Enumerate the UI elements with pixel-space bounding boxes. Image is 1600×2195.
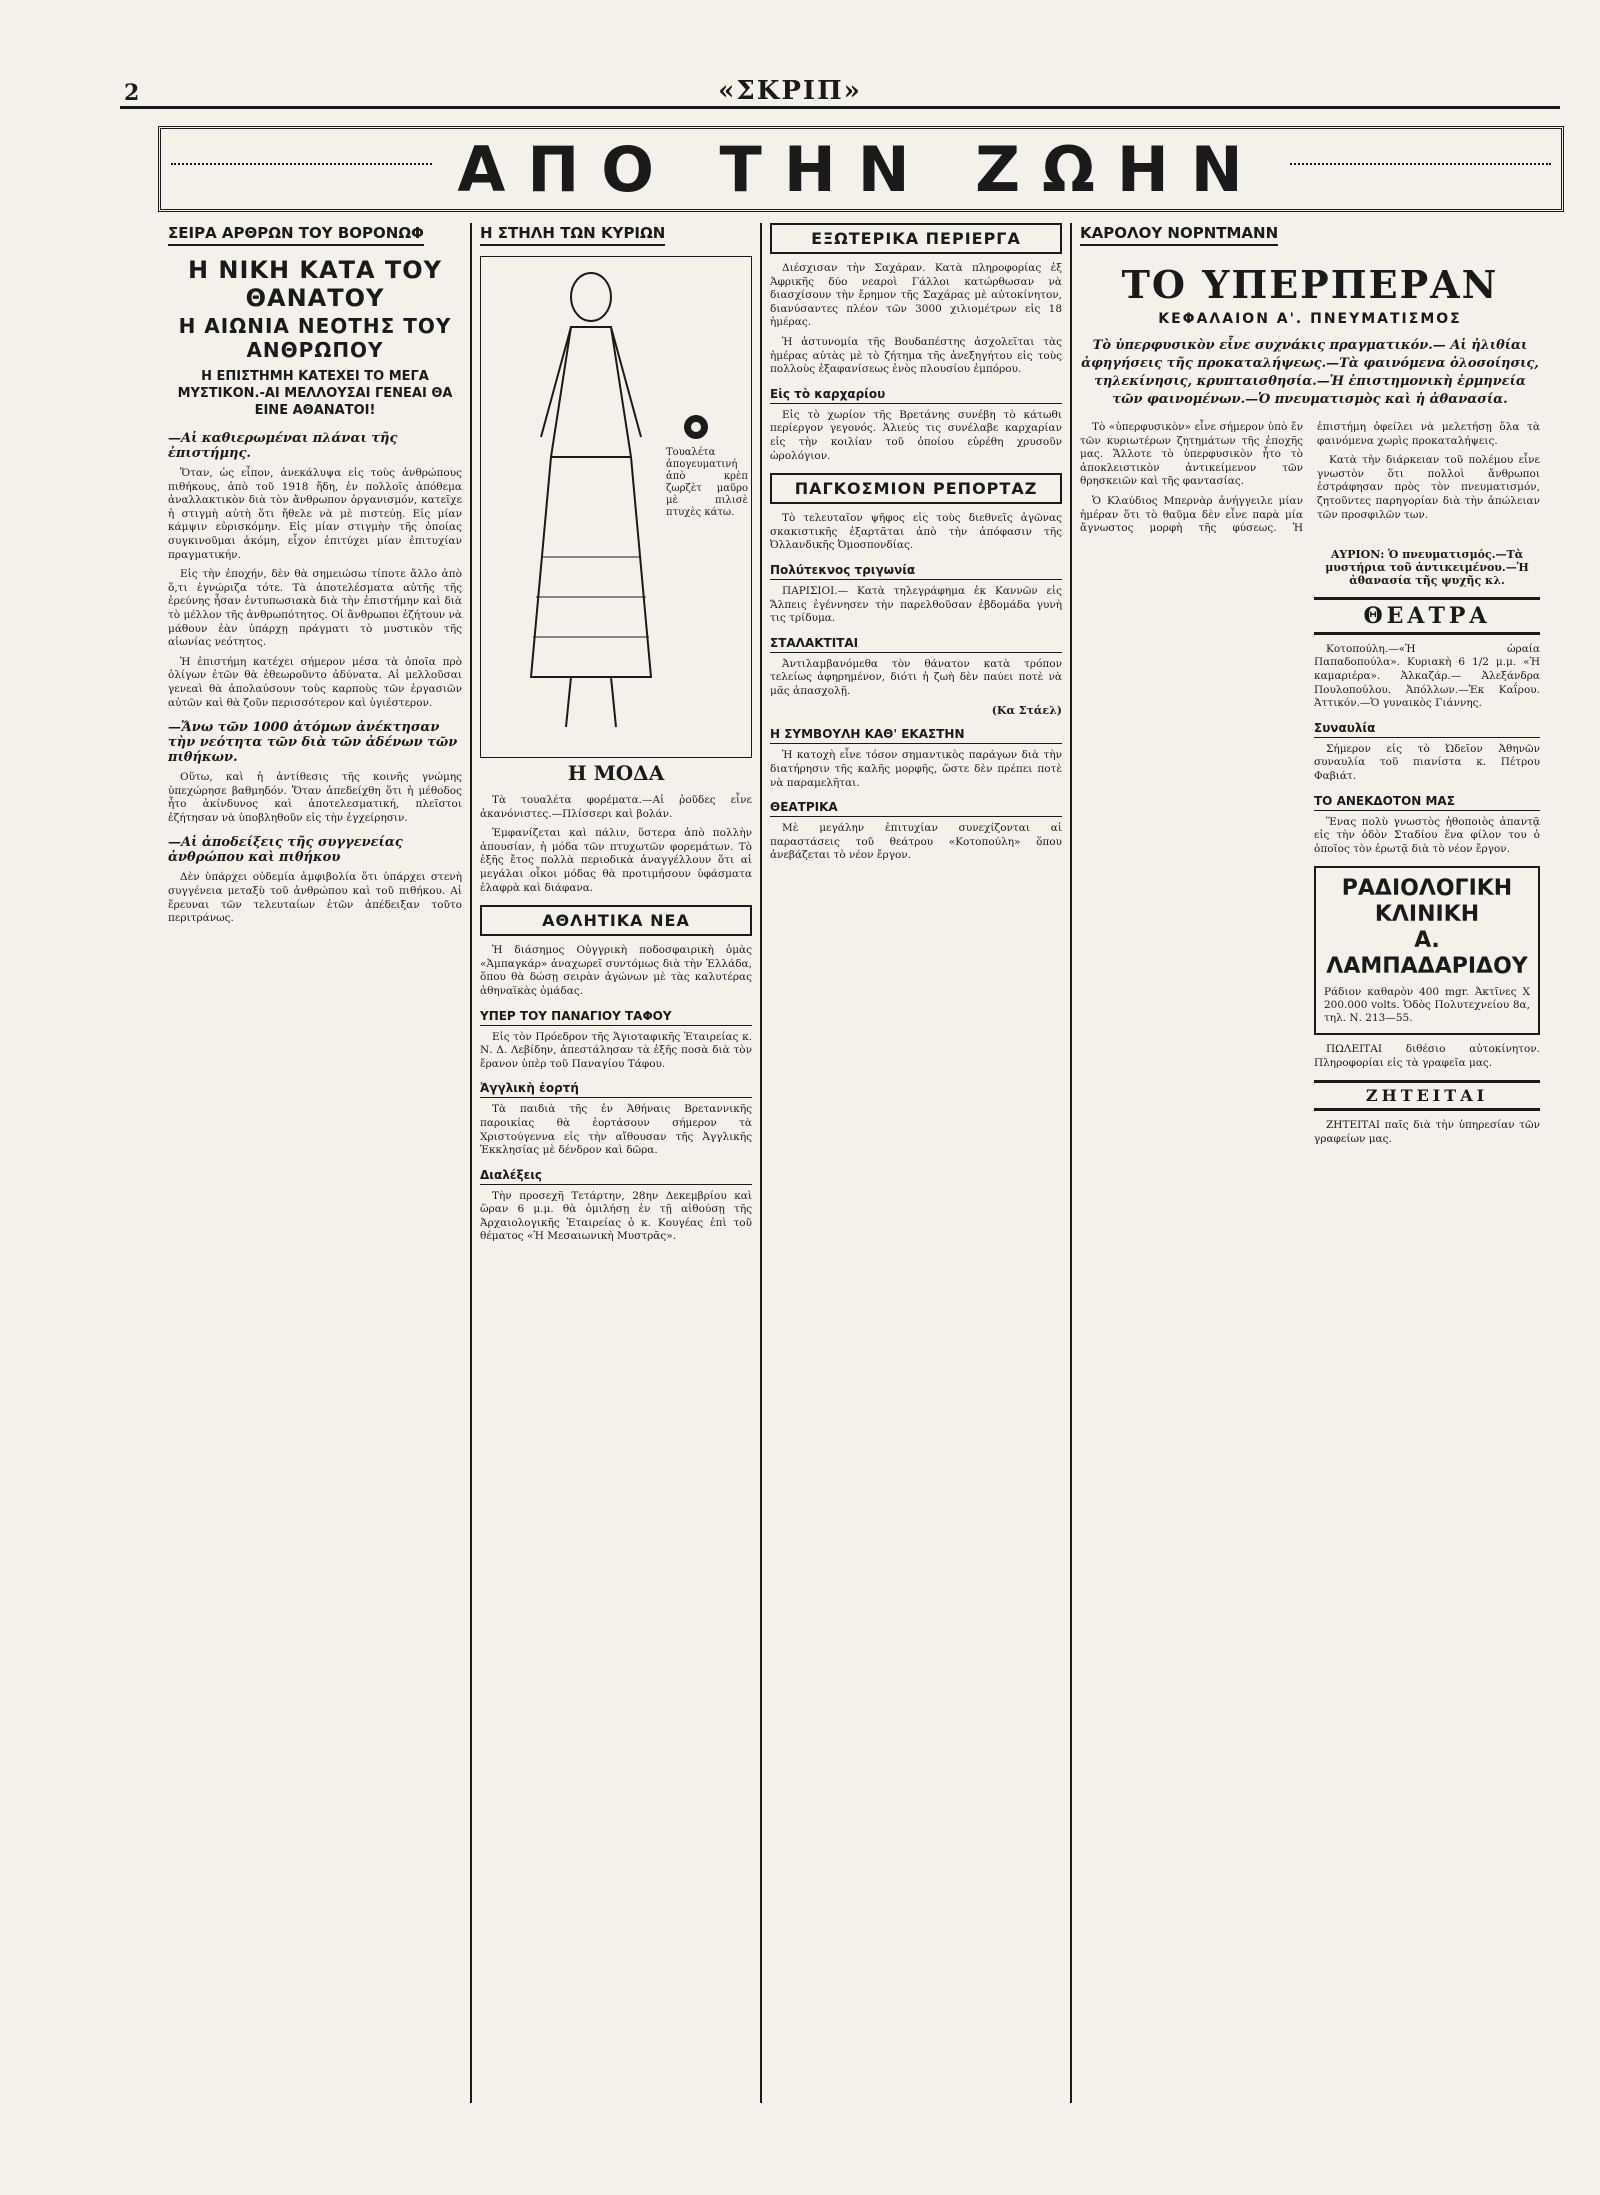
article-title: ΣΤΑΛΑΚΤΙΤΑΙ <box>770 636 1062 653</box>
column-2 <box>480 223 752 2103</box>
banner-ornament-left <box>171 163 471 175</box>
banner-title: ΑΠΟ ΤΗΝ ΖΩΗΝ <box>433 133 1288 206</box>
paragraph: Εἰς τὸ χωρίον τῆς Βρετάνης συνέβη τὸ κάτωθι περίεργον γεγονός. Ἁλιεύς τις συνέλαβε καρχαρίαν εἰς τὴν κοιλίαν τοῦ ὁποίου εὑρέθη χρυσοῦν ὡρολόγιον. <box>770 408 1062 462</box>
column-rule <box>1070 223 1072 2103</box>
paragraph: Ἡ ἀστυνομία τῆς Βουδαπέστης ἀσχολεῖται τὰς ἡμέρας αὐτὰς μὲ τὸ ζήτημα τῆς ἀνεξηγήτου εἰς τοὺς πολλοὺς ἐξαφανίσεως ἑνὸς πλουσίου ἐμπόρου. <box>770 335 1062 376</box>
article-title: Διαλέξεις <box>480 1168 752 1185</box>
paragraph: Ἐμφανίζεται καὶ πάλιν, ὕστερα ἀπὸ πολλὴν ἀπουσίαν, ἡ μόδα τῶν πτυχωτῶν φορεμάτων. Τὸ ἐξῆς ἔτος πολλὰ περιοδικὰ ἀναγγέλλουν ὅτι αἱ μεγάλαι οἶκοι μόδας θὰ προτιμήσουν ὑφάσματα ἐλαφρὰ καὶ διάφανα. <box>480 827 752 894</box>
paragraph: Τὸ «ὑπερφυσικὸν» εἶνε σήμερον ὑπὸ ἔν τῶν κυριωτέρων ζητημάτων τῆς ἐποχῆς μας. Ἄλλοτε τὸ ὑπερφυσικὸν ἦτο τὸ ἀποκλειστικὸν ἀντικείμενον τῶν θρησκειῶν καὶ τῆς φαντασίας. <box>1080 421 1303 488</box>
column-4 <box>1080 223 1540 2103</box>
quote-attribution: (Κα Στάελ) <box>991 704 1062 718</box>
paper-name: «ΣΚΡΙΠ» <box>718 76 862 106</box>
page-number: 2 <box>124 80 140 106</box>
ad-headline: ΡΑΔΙΟΛΟΓΙΚΗ ΚΛΙΝΙΚΗ <box>1341 876 1513 928</box>
paragraph: ΖΗΤΕΙΤΑΙ παῖς διὰ τὴν ὑπηρεσίαν τῶν γραφείων μας. <box>1314 1119 1540 1146</box>
banner-ornament-right <box>1251 163 1551 175</box>
article-title: Εἰς τὸ καρχαρίου <box>770 387 1062 404</box>
paragraph: Κατὰ τὴν διάρκειαν τοῦ πολέμου εἶνε γνωστὸν ὅτι πολλοὶ ἄνθρωποι ἐστράφησαν πρὸς τὸν πνευματισμόν, ζητοῦντες παρηγορίαν διὰ τὴν ἀπώλειαν τῶν προσφιλῶν των. <box>1317 454 1540 521</box>
paragraph: ΠΩΛΕΙΤΑΙ διθέσιο αὐτοκίνητον. Πληροφορίαι εἰς τὰ γραφεῖα μας. <box>1314 1043 1540 1069</box>
fashion-illustration <box>480 256 752 785</box>
column-1 <box>168 223 462 2103</box>
article-deck: Η ΕΠΙΣΤΗΜΗ ΚΑΤΕΧΕΙ ΤΟ ΜΕΓΑ ΜΥΣΤΙΚΟΝ.-ΑΙ ΜΕΛΛΟΥΣΑΙ ΓΕΝΕΑΙ ΘΑ ΕΙΝΕ ΑΘΑΝΑΤΟΙ! <box>177 369 453 418</box>
paragraph: Δὲν ὑπάρχει οὐδεμία ἀμφιβολία ὅτι ὑπάρχει στενὴ συγγένεια μεταξὺ τοῦ ἀνθρώπου καὶ τοῦ πιθήκου. Αἱ ἔρευναι τῶν τελευταίων ἐτῶν ἀπέδειξαν τοῦτο περιτράνως. <box>168 871 462 925</box>
paragraph: Μὲ μεγάλην ἐπιτυχίαν συνεχίζονται αἱ παραστάσεις τοῦ θεάτρου «Κοτοπούλη» ὅπου ἀνεβάζεται τὸ νέον ἔργον. <box>770 822 1062 862</box>
headline: Η ΝΙΚΗ ΚΑΤΑ ΤΟΥ ΘΑΝΑΤΟΥ <box>187 256 443 312</box>
paragraph: Ὁ Κλαύδιος Μπερνὰρ ἀνήγγειλε μίαν ἡμέραν ὅτι τὸ θαῦμα δὲν εἶνε παρὰ μία ἄγνωστος μορφὴ τῆς φύσεως. Ἡ ἐπιστήμη ὀφείλει νὰ μελετήσῃ ὅλα τὰ φαινόμενα χωρὶς προκαταλήψεις. <box>1080 421 1540 535</box>
section-title: ΘΕΑΤΡΑ <box>1314 597 1540 635</box>
advertisement <box>1314 866 1540 1035</box>
paragraph: Τὰ παιδιὰ τῆς ἐν Ἀθήναις Βρεταννικῆς παροικίας θὰ ἑορτάσουν σήμερον τὰ Χριστούγεννα εἰς τὴν αἴθουσαν τῆς Ἀγγλικῆς Ἐκκλησίας μὲ δένδρον καὶ δῶρα. <box>480 1103 752 1157</box>
column-rule <box>470 223 472 2103</box>
article-title: ΤΟ ΑΝΕΚΔΟΤΟΝ ΜΑΣ <box>1314 794 1540 811</box>
paragraph: Τὰ τουαλέτα φορέματα.—Αἱ ῥοῦδες εἶνε ἀκανόνιστες.—Πλίσσερι καὶ βολάν. <box>480 794 752 820</box>
article-title: ΥΠΕΡ ΤΟΥ ΠΑΝΑΓΙΟΥ ΤΑΦΟΥ <box>480 1009 752 1026</box>
paragraph: Ὅταν, ὡς εἶπον, ἀνεκάλυψα εἰς τοὺς ἀνθρώπους πιθήκους, ἀπὸ τοῦ 1918 ἤδη, ἐν πολλοῖς ἀπόθεμα ἀναλλακτικὸν διὰ τὸν ἄνθρωπον ὀργανισμόν, κατεῖχε ἡ στιγμὴ αὐτὴ ὅτι ἤθελε νὰ μὲ πιστεύῃ. Εἰς μίαν κάμψιν εὐρισκόμην. Εἰς μίαν στιγμὴν τῆς ὁποίας συγκινοῦμαι ἀκόμη, εἶχον ἐπιτύχει μίαν ἐπιτυχίαν πραγματικήν. <box>168 467 462 561</box>
article-title: Η ΣΥΜΒΟΥΛΗ ΚΑΘ' ΕΚΑΣΤΗΝ <box>770 727 1062 744</box>
paragraph: Τὴν προσεχῆ Τετάρτην, 28ην Δεκεμβρίου καὶ ὥραν 6 μ.μ. θὰ ὁμιλήσῃ ἐν τῇ αἰθούσῃ τῆς Ἀρχαιολογικῆς Ἑταιρείας ὁ κ. Κουγέας ἐπὶ τοῦ θέματος «Ἡ Μεσαιωνικὴ Μυστρᾶς». <box>480 1189 752 1243</box>
article-title: Πολύτεκνος τριγωνία <box>770 563 1062 580</box>
fashion-caption: Η ΜΟΔΑ <box>567 761 665 785</box>
subheading: —Αἱ καθιερωμέναι πλάναι τῆς ἐπιστήμης. <box>168 431 398 461</box>
article-title: Ἀγγλικὴ ἑορτή <box>480 1081 752 1098</box>
article-title: Συναυλία <box>1314 721 1540 738</box>
right-subcolumn <box>1314 544 1540 1153</box>
paragraph: Οὕτω, καὶ ἡ ἀντίθεσις τῆς κοινῆς γνώμης ὑπεχώρησε βαθμηδόν. Ὅταν ἀπεδείχθη ὅτι ἡ μέθοδος ἦτο ἀκίνδυνος καὶ ἀποτελεσματική, πλεῖστοι ἐζήτησαν νὰ ὑποβληθοῦν εἰς τὴν ἐγχείρησιν. <box>168 771 462 824</box>
newspaper-page <box>40 18 1540 2178</box>
next-installment: ΑΥΡΙΟΝ: Ὁ πνευματισμός.—Τὰ μυστήρια τοῦ ἀντικειμένου.—Ἡ ἀθανασία τῆς ψυχῆς κλ. <box>1325 547 1529 587</box>
column-3 <box>770 223 1062 2103</box>
paragraph: Ἡ διάσημος Οὐγγρικὴ ποδοσφαιρικὴ ὁμὰς «Ἁμπαγκάρ» ἀναχωρεῖ συντόμως διὰ τὴν Ἑλλάδα, ὅπου θὰ δώσῃ σειρὰν ἀγώνων μὲ τὰς καλυτέρας ἀθηναϊκὰς ὁμάδας. <box>480 944 752 997</box>
ad-headline: Α. ΛΑΜΠΑΔΑΡΙΔΟΥ <box>1326 928 1528 980</box>
headline: ΤΟ ΥΠΕΡΠΕΡΑΝ <box>1121 262 1499 307</box>
article-body <box>1080 421 1540 536</box>
article-title: ΘΕΑΤΡΙΚΑ <box>770 800 1062 817</box>
article-kicker: Η ΣΤΗΛΗ ΤΩΝ ΚΥΡΙΩΝ <box>480 224 665 246</box>
paragraph: Διέσχισαν τὴν Σαχάραν. Κατὰ πληροφορίας ἐξ Ἀφρικῆς δύο νεαροὶ Γάλλοι κατώρθωσαν νὰ διασχίσουν τὴν ἔρημον τῆς Σαχάρας μὲ αὐτοκίνητον, διανύσαντες πλέον τῶν 3000 χιλιομέτρων εἰς 18 ἡμέρας. <box>770 262 1062 329</box>
headline: Η ΑΙΩΝΙΑ ΝΕΟΤΗΣ ΤΟΥ ΑΝΘΡΩΠΟΥ <box>178 314 452 362</box>
paragraph: Σήμερον εἰς τὸ Ὠδεῖον Ἀθηνῶν συναυλία τοῦ πιανίστα κ. Πέτρου Φαβιάτ. <box>1314 742 1540 782</box>
section-title: ΖΗΤΕΙΤΑΙ <box>1314 1080 1540 1111</box>
paragraph: Ἀντιλαμβανόμεθα τὸν θάνατον κατὰ τρόπον τελείως ἀφηρημένον, διότι ἡ ζωὴ δὲν παύει ποτὲ νὰ μᾶς ἀπασχολῇ. <box>770 657 1062 697</box>
ad-text: Ράδιον καθαρὸν 400 mgr. Ἀκτῖνες Χ 200.000 volts. Ὁδὸς Πολυτεχνείου 8α, τηλ. Ν. 213—55. <box>1324 986 1530 1025</box>
section-box-title: ΕΞΩΤΕΡΙΚΑ ΠΕΡΙΕΡΓΑ <box>770 223 1062 254</box>
paragraph: Ἡ ἐπιστήμη κατέχει σήμερον μέσα τὰ ὁποῖα πρὸ ὀλίγων ἐτῶν θὰ ἐθεωροῦντο ἀδύνατα. Αἱ μελλοῦσαι γενεαὶ θὰ ἀπολαύσουν τοὺς καρποὺς τῶν ἐργασιῶν αὐτῶν καὶ θὰ ζοῦν περισσότερον καὶ ὑγιέστερον. <box>168 655 462 709</box>
paragraph: Ἡ κατοχὴ εἶνε τόσον σημαντικὸς παράγων διὰ τὴν διατήρησιν τῆς καλῆς μορφῆς, ὥστε δὲν πρέπει ποτὲ νὰ παραμελῆται. <box>770 749 1062 789</box>
article-kicker: ΣΕΙΡΑ ΑΡΘΡΩΝ ΤΟΥ ΒΟΡΟΝΩΦ <box>168 224 424 246</box>
section-box-title: ΑΘΛΗΤΙΚΑ ΝΕΑ <box>480 905 752 936</box>
section-box-title: ΠΑΓΚΟΣΜΙΟΝ ΡΕΠΟΡΤΑΖ <box>770 473 1062 504</box>
article-deck: Τὸ ὑπερφυσικὸν εἶνε συχνάκις πραγματικόν.— Αἱ ἠλιθίαι ἀφηγήσεις τῆς προκαταλήψεως.—Τὰ φαινόμενα ὁλοσοίησις, τηλεκίνησις, κρυπταισθησία.—Ἡ ἐπιστημονικὴ ἑρμηνεία τῶν φαινομένων.—Ὁ πνευματισμὸς καὶ ἡ ἀθανασία. <box>1081 338 1539 407</box>
column-rule <box>760 223 762 2103</box>
chapter-title: ΚΕΦΑΛΑΙΟΝ Α'. ΠΝΕΥΜΑΤΙΣΜΟΣ <box>1158 311 1462 327</box>
subheading: —Αἱ ἀποδείξεις τῆς συγγενείας ἀνθρώπου καὶ πιθήκου <box>168 835 403 866</box>
top-rule <box>120 106 1560 109</box>
article-kicker: ΚΑΡΟΛΟΥ ΝΟΡΝΤΜΑΝΝ <box>1080 224 1278 246</box>
paragraph: Τὸ τελευταῖον ψῆφος εἰς τοὺς διεθνεῖς ἀγῶνας σκακιστικῆς ἐξαρτᾶται ἀπὸ τὴν ἀπόφασιν τῆς Ὀλλανδικῆς Ὀμοσπονδίας. <box>770 512 1062 552</box>
paragraph: Ἕνας πολὺ γνωστὸς ἡθοποιὸς ἀπαντᾷ εἰς τὴν ὁδὸν Σταδίου ἕνα φίλον του ὁ ὁποῖος τὸν ἐρωτᾷ διὰ τὸ νέον ἔργον. <box>1314 815 1540 855</box>
paragraph: Κοτοπούλη.—«Ἡ ὡραία Παπαδοπούλα». Κυριακὴ 6 1/2 μ.μ. «Ἡ καμαριέρα». Ἀλκαζάρ.— Ἀλεξάνδρα Πουλοπούλου. Ἀπόλλων.—Ἐκ Καΐρου. Ἀττικόν.—Ὁ γυναικὸς Γιάννης. <box>1314 642 1540 710</box>
subheading: —Ἄνω τῶν 1000 ἀτόμων ἀνέκτησαν τὴν νεότητα τῶν διὰ τῶν ἀδένων τῶν πιθήκων. <box>168 720 458 766</box>
section-banner <box>158 126 1564 212</box>
paragraph: ΠΑΡΙΣΙΟΙ.— Κατὰ τηλεγράφημα ἐκ Καννῶν εἰς Ἄλπεις ἐγέννησεν τὴν παρελθοῦσαν ἑβδομάδα γυνὴ τις τρίδυμα. <box>770 584 1062 625</box>
paragraph: Εἰς τὸν Πρόεδρον τῆς Ἁγιοταφικῆς Ἑταιρείας κ. Ν. Δ. Λεβίδην, ἀπεστάλησαν τὰ ἑξῆς ποσὰ διὰ τὸν ἔρανον ὑπὲρ τοῦ Παναγίου Τάφου. <box>480 1030 752 1070</box>
fashion-note: Τουαλέτα ἀπογευματινή ἀπὸ κρὲπ ζωρζὲτ μαῦρο μὲ πιλισὲ πτυχὲς κάτω. <box>666 447 748 518</box>
paragraph: Εἰς τὴν ἐποχήν, δὲν θὰ σημειώσω τίποτε ἄλλο ἀπὸ ὅ,τι ἐγνώριζα τότε. Τὰ ἀποτελέσματα αὐτῆς τῆς ἐρεύνης ἦσαν ἐντυπωσιακὰ διὰ τὴν ἐπιστήμην καὶ διὰ τὸ μέλλον τῆς ἀνθρωπότητος. Οἱ ἄνθρωποι ἐζήτουν νὰ μάθουν ἐὰν ὑπάρχῃ πράγματι τὸ μυστικὸν τῆς αἰωνίας νεότητος. <box>168 568 462 649</box>
